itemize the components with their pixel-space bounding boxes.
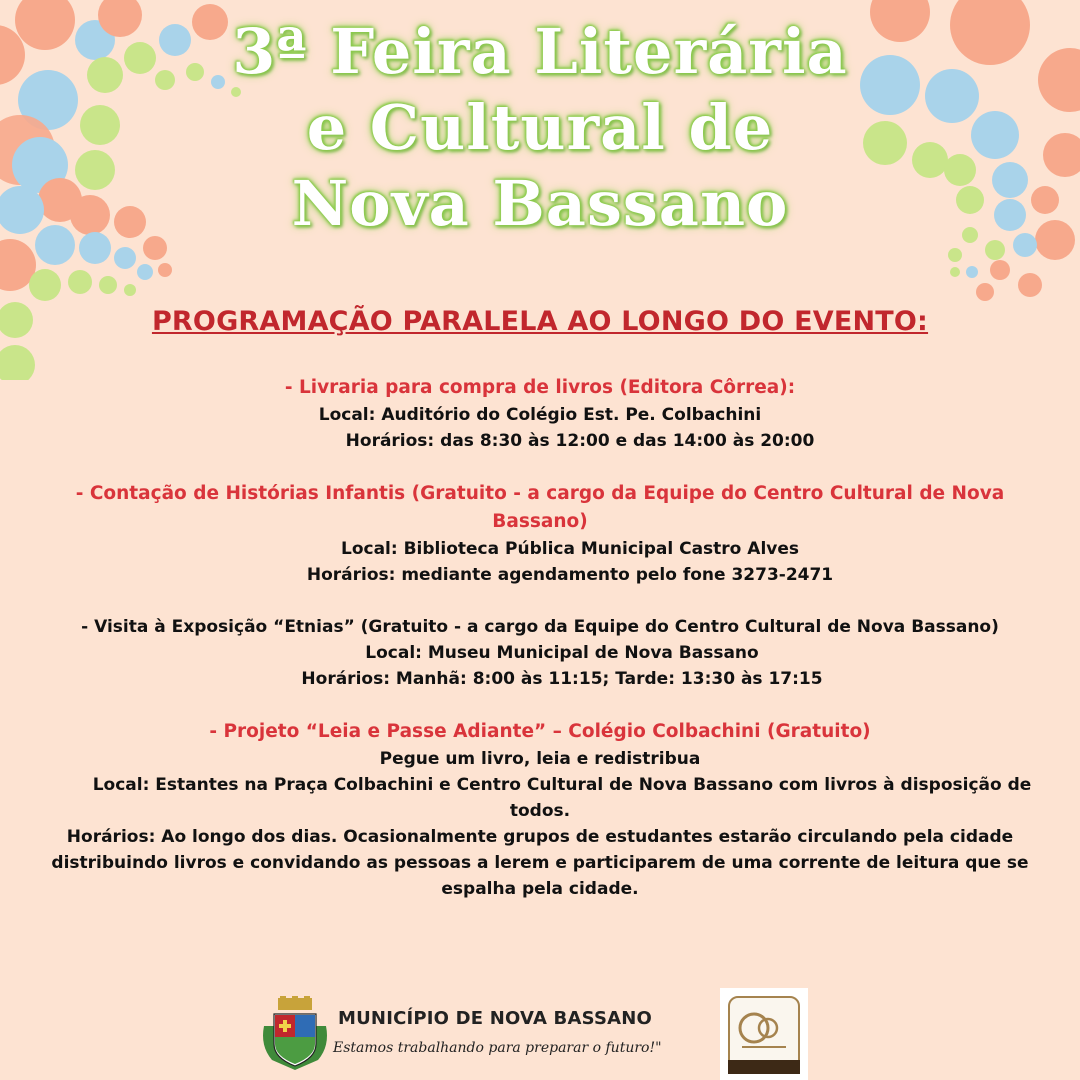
program-item-book-project	[40, 718, 1040, 902]
section-heading: PROGRAMAÇÃO PARALELA AO LONGO DO EVENTO:	[151, 306, 929, 337]
program-item-local: Local: Biblioteca Pública Municipal Castro Alves	[341, 539, 799, 559]
event-title-line-2: e Cultural de	[306, 91, 774, 164]
event-title-line-1: 3ª Feira Literária	[232, 15, 848, 88]
program-item-title: - Projeto “Leia e Passe Adiante” – Colégio Colbachini (Gratuito)	[209, 721, 871, 742]
program-item-horarios: Horários: mediante agendamento pelo fone 3273-2471	[306, 565, 834, 585]
program-item-title: - Visita à Exposição “Etnias” (Gratuito - a cargo da Equipe do Centro Cultural de Nova Bassano)	[81, 617, 999, 637]
program-item-local: Local: Auditório do Colégio Est. Pe. Colbachini	[318, 405, 762, 425]
program-item-bookstore	[40, 374, 1040, 454]
event-title-line-3: Nova Bassano	[291, 167, 789, 240]
program-item-local: Local: Museu Municipal de Nova Bassano	[365, 643, 759, 663]
program-item-storytelling	[40, 480, 1040, 588]
program-item-local-line-1: Local: Estantes na Praça Colbachini e Centro Cultural de Nova Bassano com livros à disposição de	[92, 775, 1032, 795]
dots-decoration-right	[860, 0, 1080, 310]
program-item-horarios: Horários: das 8:30 às 12:00 e das 14:00 às 20:00	[345, 431, 815, 451]
municipality-slogan: Estamos trabalhando para preparar o futuro!"	[333, 1040, 662, 1056]
program-item-exhibition	[40, 614, 1040, 692]
program-item-title-line-1: - Contação de Histórias Infantis (Gratuito - a cargo da Equipe do Centro Cultural de Nova	[75, 483, 1005, 504]
event-title	[200, 14, 880, 242]
program-item-horarios: Horários: Manhã: 8:00 às 11:15; Tarde: 13:30 às 17:15	[301, 669, 823, 689]
program-content	[40, 374, 1040, 928]
program-item-local-line-2: todos.	[509, 801, 571, 821]
footer	[0, 988, 1080, 1080]
coat-of-arms-icon	[260, 996, 330, 1072]
badge-emblem	[730, 998, 798, 1058]
program-item-horarios-line-3: espalha pela cidade.	[441, 879, 639, 899]
program-item-horarios-line-2: distribuindo livros e convidando as pessoas a lerem e participarem de uma corrente de leitura que se	[51, 853, 1029, 873]
program-item-title-line-2: Bassano)	[492, 511, 588, 532]
program-item-title: - Livraria para compra de livros (Editora Côrrea):	[284, 377, 796, 398]
anniversary-badge-icon	[720, 988, 808, 1080]
program-item-horarios-line-1: Horários: Ao longo dos dias. Ocasionalmente grupos de estudantes estarão circulando pela cidade	[66, 827, 1014, 847]
program-item-subtitle: Pegue um livro, leia e redistribua	[379, 749, 701, 769]
badge-band	[728, 1060, 800, 1074]
municipality-name: MUNICÍPIO DE NOVA BASSANO	[338, 1008, 653, 1029]
